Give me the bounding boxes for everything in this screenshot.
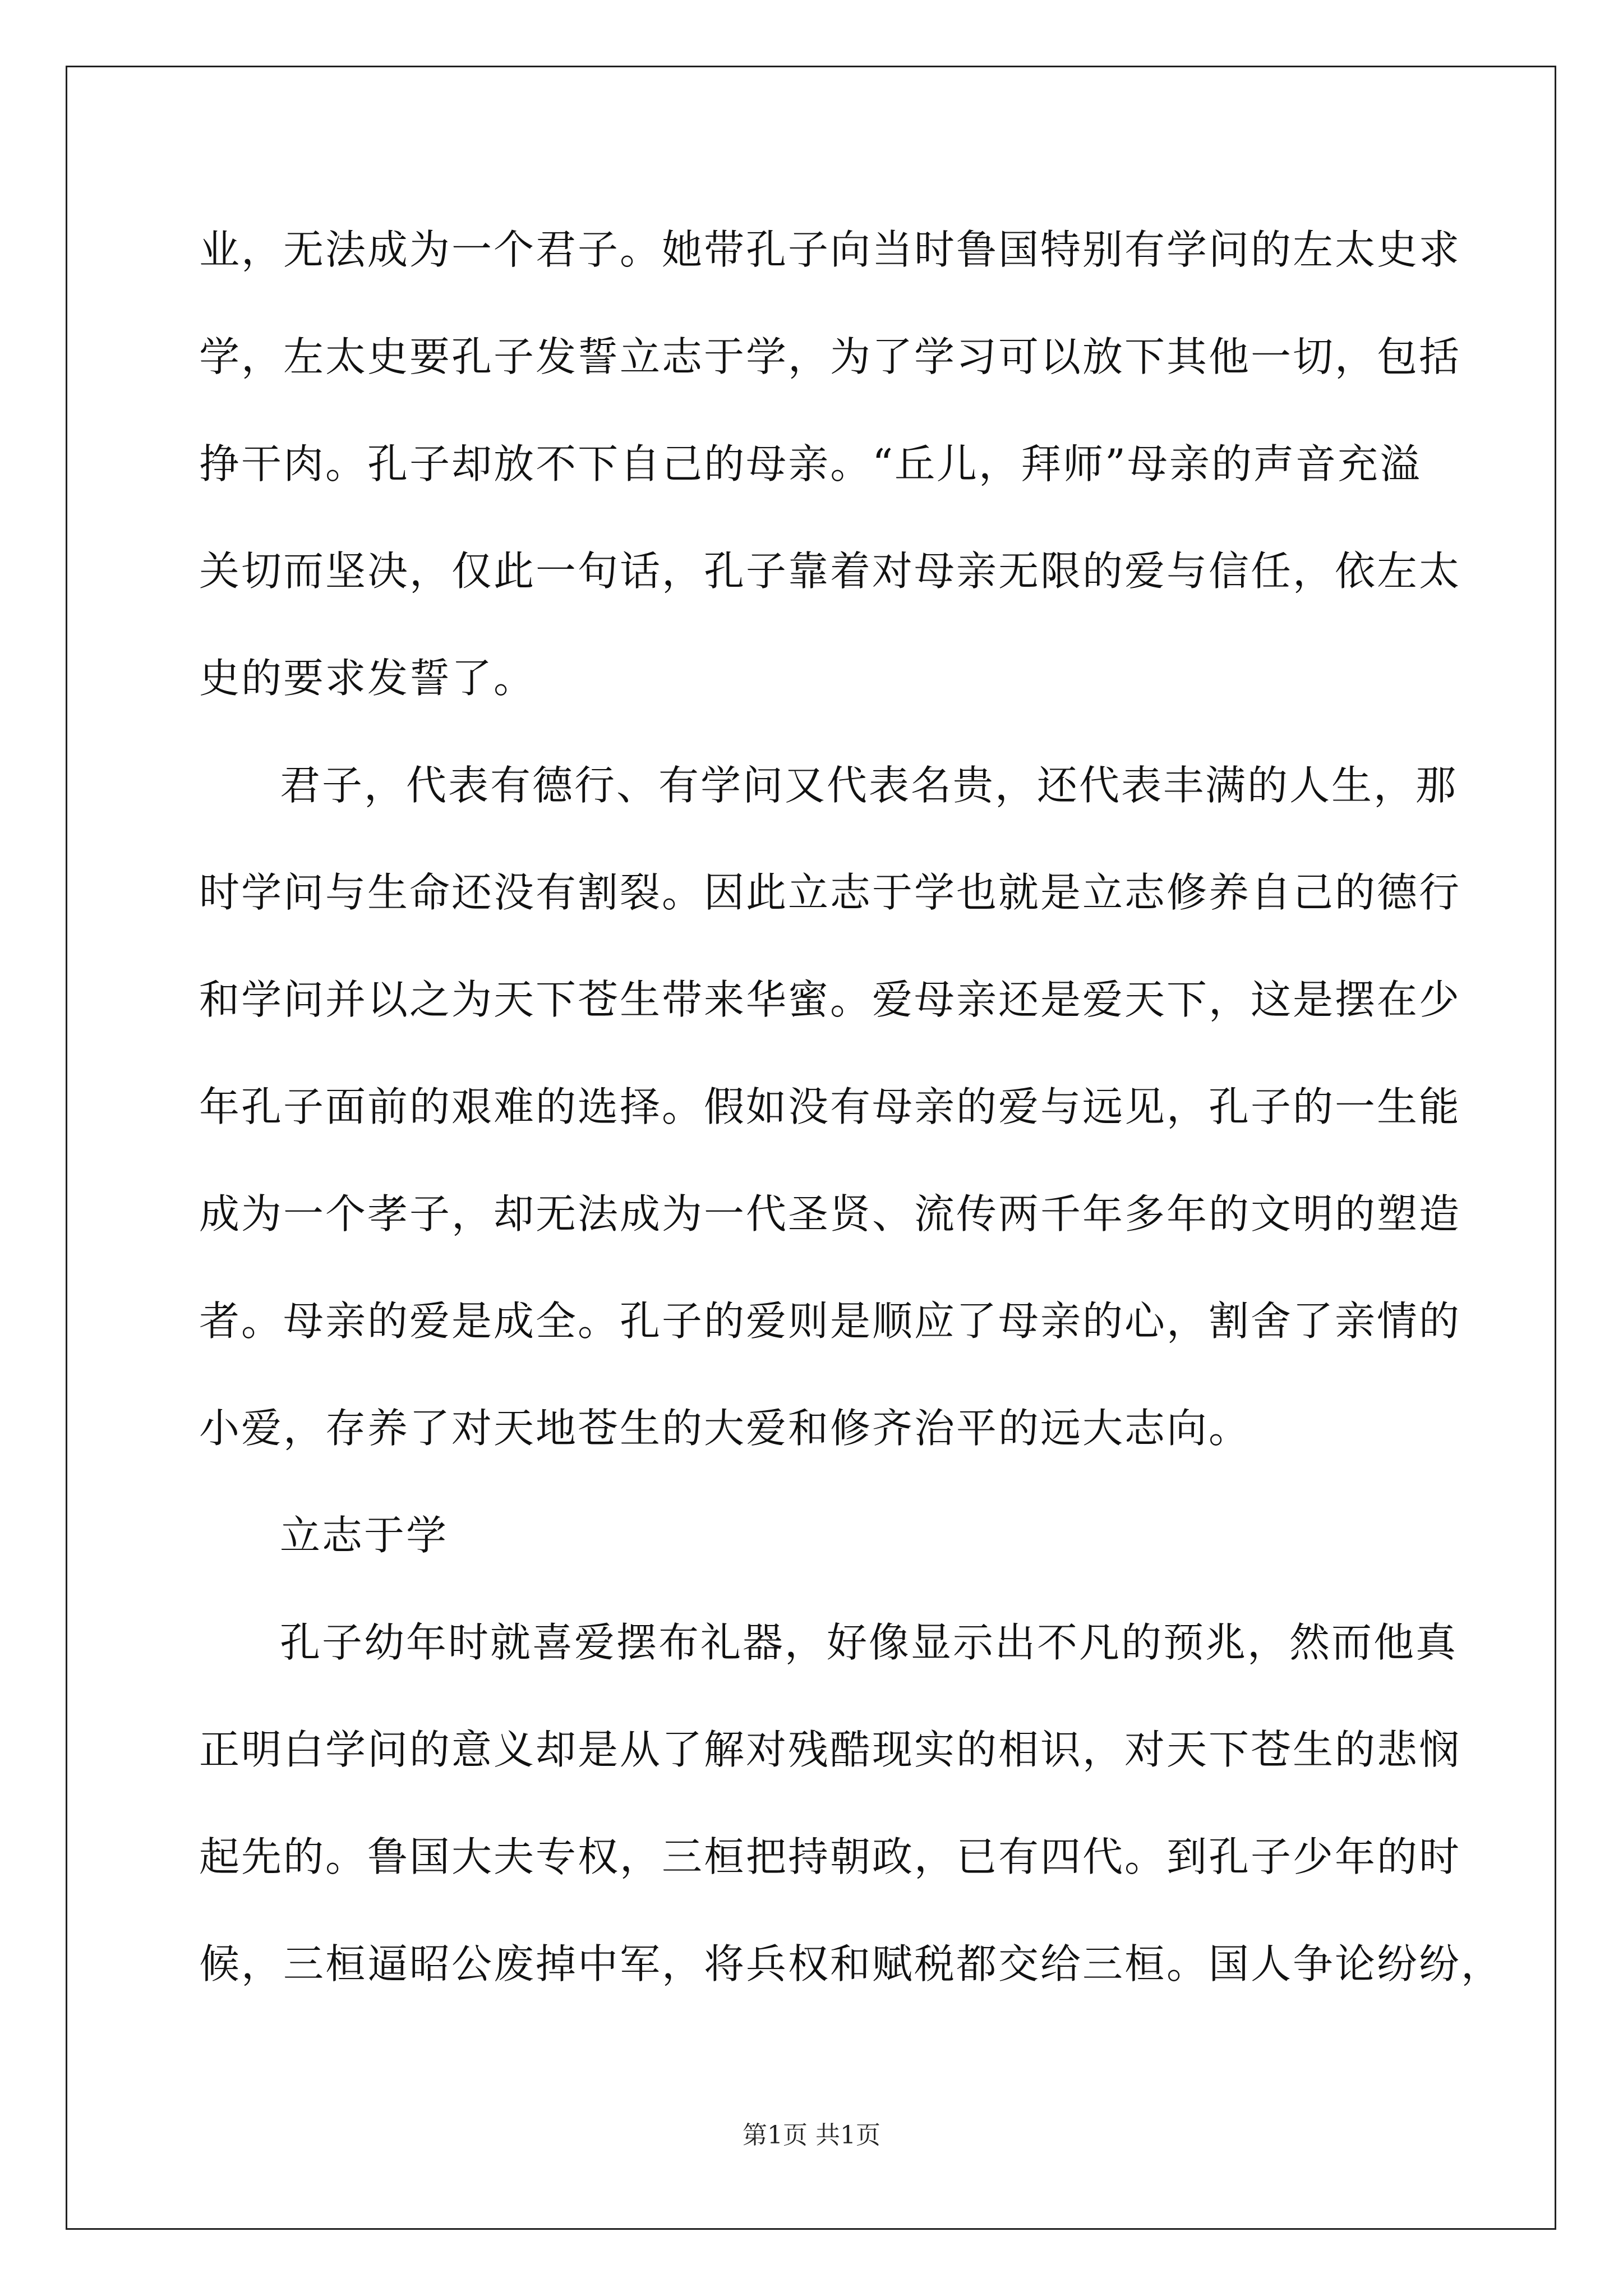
- section-heading: 立志于学: [280, 1512, 449, 1559]
- text-line: 君子，代表有德行、有学问又代表名贵，还代表丰满的人生，那: [280, 762, 1458, 809]
- text-line: 正明白学问的意义却是从了解对残酷现实的相识，对天下苍生的悲悯: [199, 1726, 1461, 1773]
- text-line: 学，左太史要孔子发誓立志于学，为了学习可以放下其他一切，包括: [199, 333, 1461, 380]
- text-line: 者。母亲的爱是成全。孔子的爱则是顺应了母亲的心，割舍了亲情的: [199, 1297, 1461, 1345]
- text-line: 挣干肉。孔子却放不下自己的母亲。“丘儿，拜师”母亲的声音充溢: [199, 440, 1422, 487]
- text-line: 候，三桓逼昭公废掉中军，将兵权和赋税都交给三桓。国人争论纷纷，: [199, 1940, 1504, 1987]
- text-line: 业，无法成为一个君子。她带孔子向当时鲁国特别有学问的左太史求: [199, 226, 1461, 273]
- text-line: 年孔子面前的艰难的选择。假如没有母亲的爱与远见，孔子的一生能: [199, 1083, 1461, 1130]
- text-line: 起先的。鲁国大夫专权，三桓把持朝政，已有四代。到孔子少年的时: [199, 1833, 1461, 1880]
- text-line: 成为一个孝子，却无法成为一代圣贤、流传两千年多年的文明的塑造: [199, 1190, 1461, 1237]
- text-line: 孔子幼年时就喜爱摆布礼器，好像显示出不凡的预兆，然而他真: [280, 1619, 1458, 1666]
- text-line: 史的要求发誓了。: [199, 655, 536, 702]
- text-line: 关切而坚决，仅此一句话，孔子靠着对母亲无限的爱与信任，依左太: [199, 547, 1461, 595]
- text-line: 和学问并以之为天下苍生带来华蜜。爱母亲还是爱天下，这是摆在少: [199, 976, 1461, 1023]
- document-body: [199, 208, 1504, 2029]
- page-number: 第1页 共1页: [743, 2121, 880, 2150]
- text-line: 小爱，存养了对天地苍生的大爱和修齐治平的远大志向。: [199, 1405, 1251, 1452]
- text-line: 时学问与生命还没有割裂。因此立志于学也就是立志修养自己的德行: [199, 869, 1461, 916]
